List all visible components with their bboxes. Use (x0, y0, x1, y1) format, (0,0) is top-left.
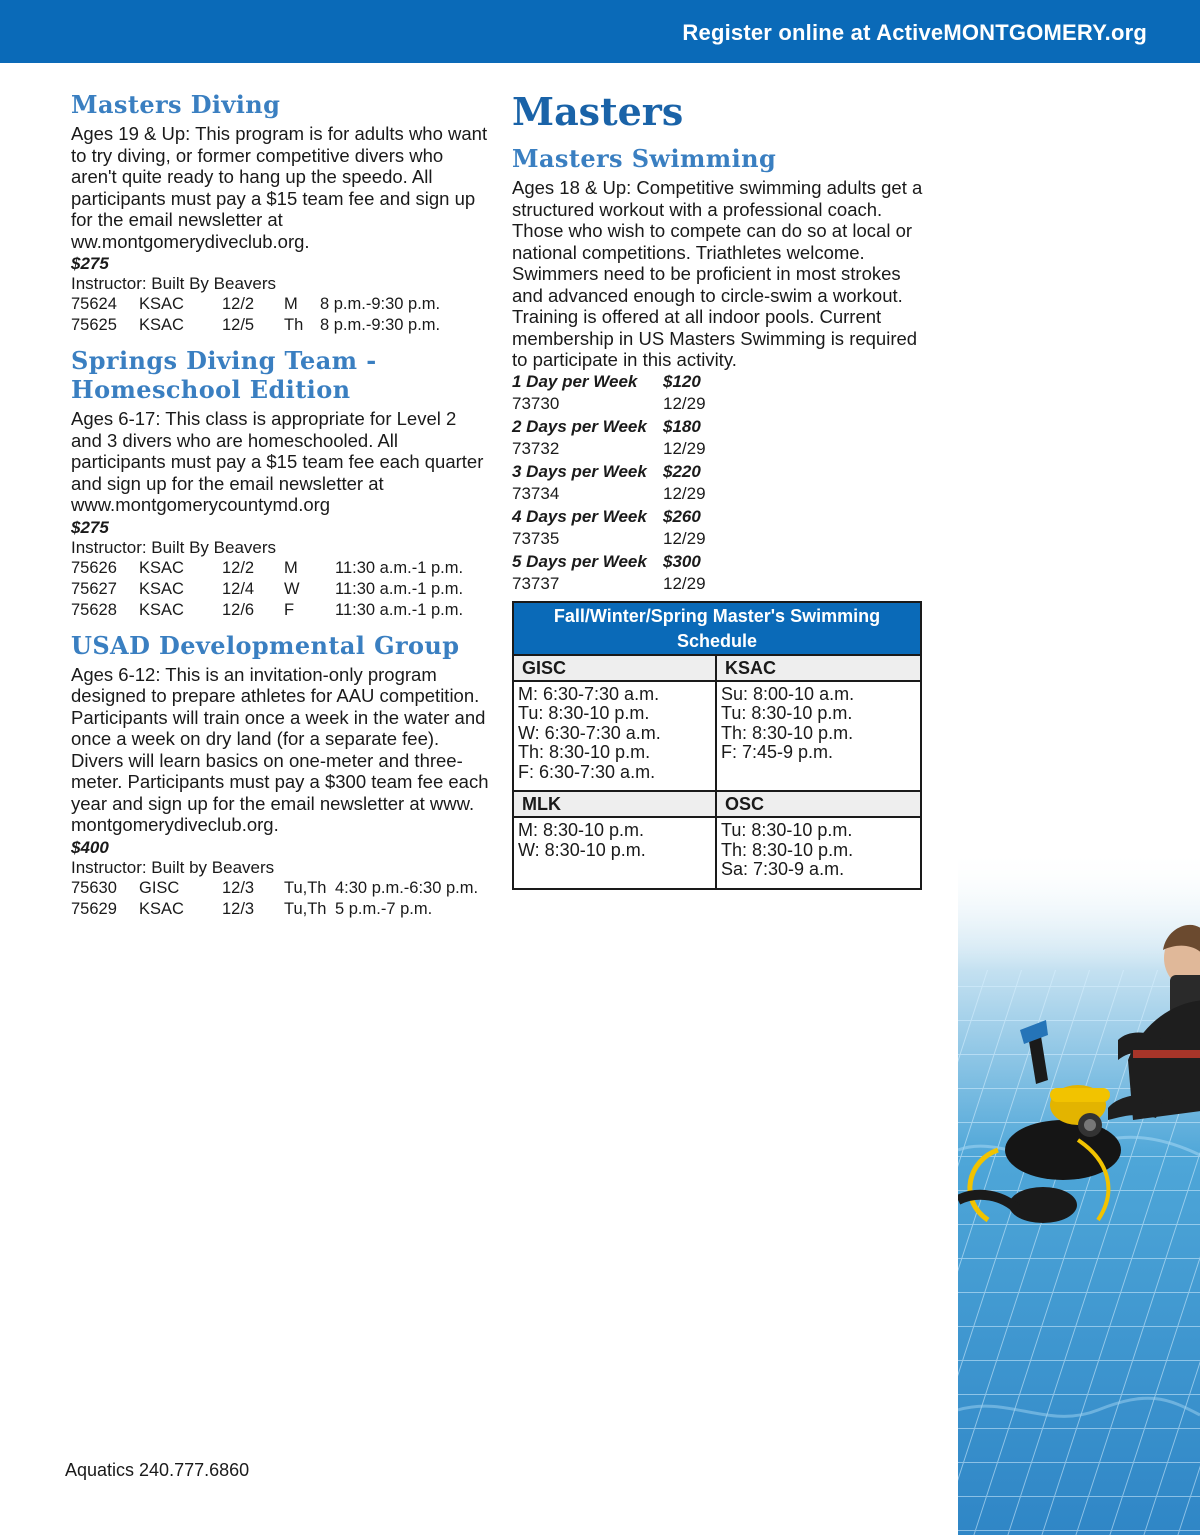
tier-id: 73734 (512, 483, 560, 503)
course-day: W (284, 579, 300, 598)
program-description: Ages 6-12: This is an invitation-only program designed to prepare athletes for AAU competition. Participants will train once a week in the water and once a week on dry land (for a separate fee). Divers will learn basics on one-meter and three-meter. Participants must pay a $300 team fee each year and sign up for the email newsletter at www. montgomerydiveclub.org. (71, 663, 489, 835)
tier-price: $260 (663, 506, 701, 526)
session-row (71, 878, 491, 899)
program-title-line2: Homeschool Edition (71, 375, 351, 404)
tier-row (512, 393, 924, 415)
tier-price: $180 (663, 416, 701, 436)
schedule-time: Tu: 8:30-10 p.m. (518, 703, 650, 723)
pool-diver-illustration (958, 850, 1200, 1535)
tier-date: 12/29 (663, 573, 706, 593)
tier-date: 12/29 (663, 483, 706, 503)
tier-row (512, 483, 924, 505)
tier-name: 1 Day per Week (512, 371, 638, 391)
tier-row (512, 528, 924, 550)
tier-label (512, 506, 924, 528)
schedule-time: Tu: 8:30-10 p.m. (721, 820, 853, 840)
course-id: 75628 (71, 600, 117, 619)
schedule-block (514, 656, 920, 888)
program-title: USAD Developmental Group (71, 630, 460, 660)
course-time: 11:30 a.m.-1 p.m. (335, 600, 464, 619)
tier-price: $220 (663, 461, 701, 481)
course-date: 12/3 (222, 878, 255, 897)
tier-label (512, 461, 924, 483)
schedule-time: M: 6:30-7:30 a.m. (518, 683, 660, 704)
session-row (71, 899, 491, 920)
course-day: Tu,Th (284, 899, 327, 918)
program-title: Masters Diving (71, 90, 281, 119)
course-time: 8 p.m.-9:30 p.m. (320, 316, 441, 334)
footer-phone: Aquatics 240.777.6860 (65, 1460, 250, 1480)
tier-date: 12/29 (663, 393, 706, 413)
schedule-time: Sa: 7:30-9 a.m. (721, 859, 845, 879)
header-bar (0, 0, 1200, 63)
course-id: 75624 (71, 295, 117, 313)
schedule-location-osc: OSC (717, 792, 920, 818)
course-day: F (284, 600, 295, 619)
schedule-time: F: 7:45-9 p.m. (721, 742, 834, 762)
schedule-location-gisc: GISC (514, 656, 717, 682)
program-price: $275 (71, 517, 109, 537)
tier-name: 4 Days per Week (512, 506, 647, 526)
tier-label (512, 416, 924, 438)
tier-date: 12/29 (663, 438, 706, 458)
schedule-times (514, 682, 717, 793)
schedule-time: Tu: 8:30-10 p.m. (721, 703, 853, 723)
schedule-time: Th: 8:30-10 p.m. (721, 839, 854, 860)
schedule-time: Th: 8:30-10 p.m. (721, 722, 854, 743)
tier-id: 73732 (512, 438, 560, 458)
course-date: 12/6 (222, 600, 255, 619)
tier-date: 12/29 (663, 528, 706, 548)
schedule-times (717, 682, 920, 793)
course-day: Tu,Th (284, 878, 327, 897)
course-date: 12/2 (222, 558, 255, 577)
course-day: Th (284, 316, 304, 334)
program-springs-diving-team (71, 346, 491, 621)
course-date: 12/3 (222, 899, 255, 918)
course-id: 75626 (71, 558, 117, 577)
tier-id: 73735 (512, 528, 560, 548)
tier-id: 73730 (512, 393, 560, 413)
course-id: 75627 (71, 579, 117, 598)
course-id: 75625 (71, 316, 117, 334)
tier-list (512, 371, 924, 595)
register-link[interactable]: Register online at ActiveMONTGOMERY.org (682, 20, 1147, 45)
tier-row (512, 573, 924, 595)
course-location: KSAC (139, 316, 184, 334)
program-description: Ages 6-17: This class is appropriate for Level 2 and 3 divers who are homeschooled. All participants must pay a $15 team fee each quarter and sign up for the email newsletter at www.montgomerycountymd.org (71, 408, 484, 515)
tier-name: 3 Days per Week (512, 461, 647, 481)
course-location: KSAC (139, 295, 184, 313)
program-masters-diving (71, 90, 491, 336)
schedule-time: W: 6:30-7:30 a.m. (518, 722, 661, 743)
tier-price: $120 (663, 371, 701, 391)
course-time: 4:30 p.m.-6:30 p.m. (335, 878, 479, 897)
schedule-time: F: 6:30-7:30 a.m. (518, 761, 656, 782)
tier-row (512, 438, 924, 460)
course-id: 75629 (71, 899, 117, 918)
schedule-title: Fall/Winter/Spring Master's Swimming Schedule (514, 603, 920, 656)
course-location: KSAC (139, 600, 184, 619)
session-row (71, 579, 491, 600)
course-day: M (284, 295, 298, 313)
program-instructor: Instructor: Built by Beavers (71, 857, 275, 877)
program-price: $275 (71, 254, 109, 273)
schedule-time: Su: 8:00-10 a.m. (721, 683, 855, 704)
course-time: 8 p.m.-9:30 p.m. (320, 295, 441, 313)
course-id: 75630 (71, 878, 117, 897)
course-location: KSAC (139, 899, 184, 918)
course-date: 12/2 (222, 295, 255, 313)
schedule-table (512, 601, 922, 890)
program-usad-developmental (71, 631, 491, 920)
schedule-location-mlk: MLK (514, 792, 717, 818)
schedule-times (514, 818, 717, 888)
course-location: KSAC (139, 558, 184, 577)
section-heading: Masters (512, 89, 684, 134)
tier-price: $300 (663, 551, 701, 571)
session-row (71, 315, 491, 336)
course-time: 5 p.m.-7 p.m. (335, 899, 433, 918)
schedule-time: M: 8:30-10 p.m. (518, 820, 645, 840)
schedule-time: Th: 8:30-10 p.m. (518, 742, 651, 762)
course-time: 11:30 a.m.-1 p.m. (335, 579, 464, 598)
schedule-times (717, 818, 920, 888)
session-row (71, 294, 491, 315)
course-date: 12/5 (222, 316, 255, 334)
program-description: Ages 19 & Up: This program is for adults who want to try diving, or former competitive divers who aren't quite ready to hang up the speedo. All participants must pay a $15 team fee and sign up for the email newsletter at ww.montgomerydiveclub.org. (71, 123, 488, 252)
program-description: Ages 18 & Up: Competitive swimming adults get a structured workout with a professional coach. Those who wish to compete can do so at local or national competitions. Triathletes welcome. Swimmers need to be proficient in most strokes and advanced enough to circle-swim a workout. Training is offered at all indoor pools. Current membership in US Masters Swimming is required to participate in this activity. (512, 177, 923, 370)
masters-column (512, 90, 924, 890)
course-date: 12/4 (222, 579, 255, 598)
course-time: 11:30 a.m.-1 p.m. (335, 558, 464, 577)
pool-diver-photo (958, 850, 1200, 1535)
tier-label (512, 371, 924, 393)
course-location: GISC (139, 878, 180, 897)
program-title: Masters Swimming (512, 144, 777, 173)
program-instructor: Instructor: Built By Beavers (71, 274, 277, 293)
tier-label (512, 551, 924, 573)
course-location: KSAC (139, 579, 184, 598)
schedule-location-ksac: KSAC (717, 656, 920, 682)
session-row (71, 558, 491, 579)
tier-id: 73737 (512, 573, 560, 593)
program-instructor: Instructor: Built By Beavers (71, 537, 277, 557)
tier-name: 2 Days per Week (512, 416, 647, 436)
program-title: Springs Diving Team - (71, 346, 377, 375)
session-row (71, 600, 491, 621)
program-price: $400 (71, 837, 109, 857)
schedule-time: W: 8:30-10 p.m. (518, 839, 646, 860)
left-column (71, 90, 491, 930)
course-day: M (284, 558, 298, 577)
tier-name: 5 Days per Week (512, 551, 647, 571)
